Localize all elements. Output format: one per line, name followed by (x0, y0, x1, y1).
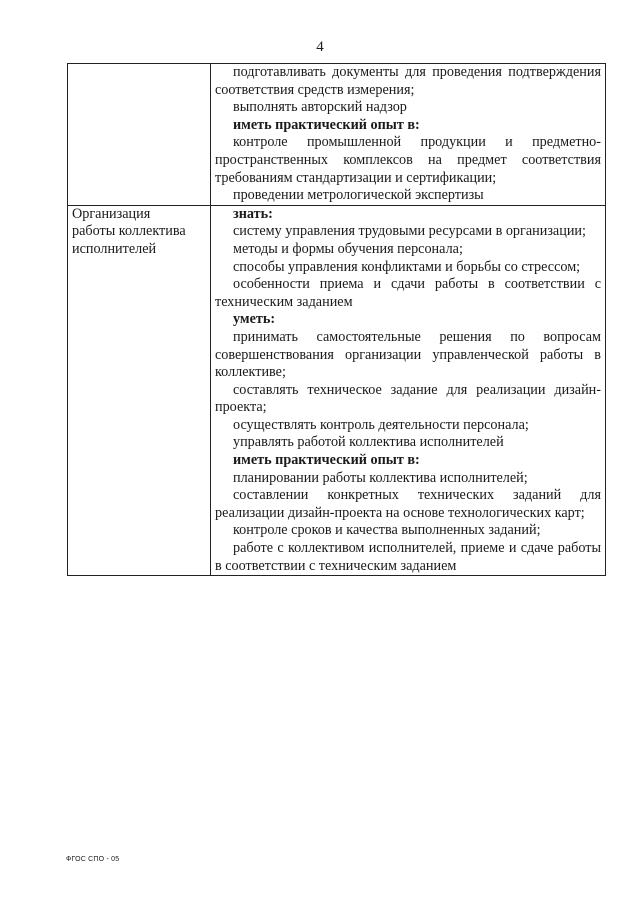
page-number: 4 (316, 39, 324, 55)
requirement-line: планировании работы коллектива исполнителей; (233, 469, 528, 486)
activity-name-line: работы коллектива (72, 223, 186, 240)
requirement-line: методы и формы обучения персонала; (233, 240, 463, 257)
requirement-heading: иметь практический опыт в: (233, 452, 420, 469)
requirements-cell (211, 64, 606, 206)
table-row (68, 205, 606, 575)
activity-cell (68, 64, 211, 206)
activity-name-line: исполнителей (72, 240, 157, 257)
requirement-line: осуществлять контроль деятельности персонала; (233, 416, 529, 433)
competency-table (67, 63, 606, 576)
requirement-line: систему управления трудовыми ресурсами в организации; (233, 223, 586, 240)
requirement-line: составлять техническое задание для реализации дизайн-проекта; (215, 381, 601, 416)
requirement-line: способы управления конфликтами и борьбы со стрессом; (233, 258, 581, 275)
table-row (68, 64, 606, 206)
requirement-line: контроле промышленной продукции и предметно-пространственных комплексов на предмет соответствия требованиям стандартизации и сертификации; (215, 134, 601, 186)
requirement-line: управлять работой коллектива исполнителей (233, 434, 504, 451)
requirement-line: проведении метрологической экспертизы (233, 187, 484, 204)
requirement-line: работе с коллективом исполнителей, приеме и сдаче работы в соответствии с техническим заданием (215, 540, 601, 574)
requirement-heading: иметь практический опыт в: (233, 116, 420, 133)
requirement-heading: уметь: (233, 311, 276, 328)
requirement-line: контроле сроков и качества выполненных заданий; (233, 522, 541, 539)
requirement-line: особенности приема и сдачи работы в соответствии с техническим заданием (215, 276, 601, 310)
requirement-heading: знать: (233, 205, 273, 222)
requirement-line: принимать самостоятельные решения по вопросам совершенствования организации управленческой работы в коллективе; (215, 328, 601, 381)
requirement-line: выполнять авторский надзор (233, 99, 407, 116)
requirement-line: составлении конкретных технических заданий для реализации дизайн-проекта на основе технологических карт; (215, 487, 601, 521)
requirement-line: подготавливать документы для проведения подтверждения соответствия средств измерения; (215, 64, 601, 98)
document-footer: ФГОС СПО - 05 (66, 856, 120, 863)
requirements-cell (211, 205, 606, 575)
activity-name-line: Организация (72, 205, 151, 222)
activity-cell (68, 205, 211, 575)
